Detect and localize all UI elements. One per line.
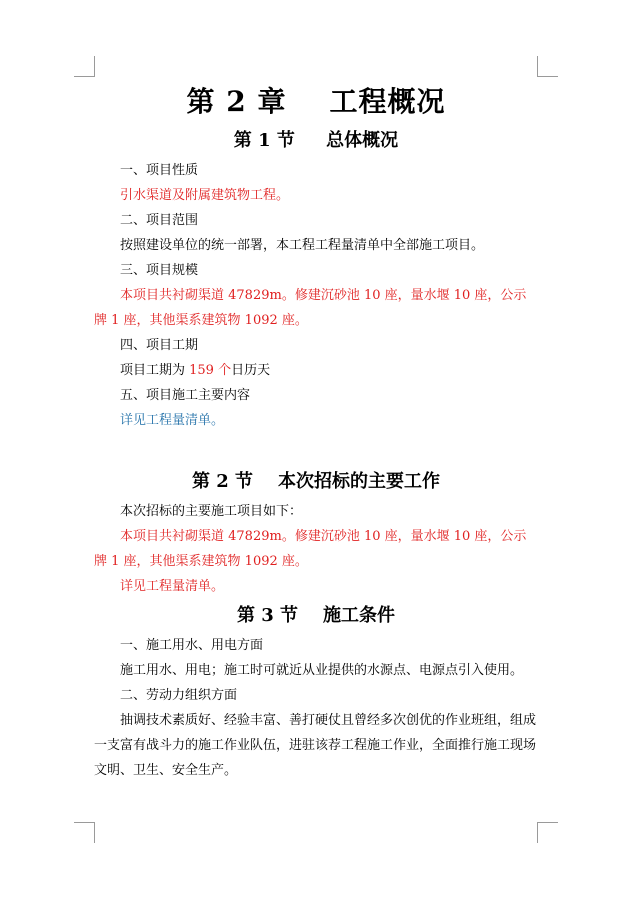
heading-labor: 二、劳动力组织方面 (120, 688, 238, 703)
tender-scale-text: 本项目共衬砌渠道 47829m。修建沉砂池 10 座，量水堰 10 座，公示牌 1 座，其他渠系建筑物 1092 座。 (94, 529, 527, 569)
chapter-title: 第 2 章 工程概况 (186, 85, 446, 118)
heading-water-power: 一、施工用水、用电方面 (120, 638, 264, 653)
main-content-text: 详见工程量清单。 (120, 413, 225, 428)
crop-mark-top-right (537, 56, 558, 77)
heading-project-scale: 三、项目规模 (120, 263, 199, 278)
document-body (94, 80, 538, 783)
heading-main-content: 五、项目施工主要内容 (120, 388, 251, 403)
blank-line (94, 433, 538, 465)
duration-prefix: 项目工期为 (120, 363, 190, 378)
crop-mark-bottom-left (74, 822, 95, 843)
tender-intro-text: 本次招标的主要施工项目如下： (120, 504, 303, 519)
heading-project-scope: 二、项目范围 (120, 213, 199, 228)
crop-mark-bottom-right (537, 822, 558, 843)
duration-suffix: 日历天 (231, 363, 271, 378)
heading-project-duration: 四、项目工期 (120, 338, 199, 353)
project-scale-text: 本项目共衬砌渠道 47829m。修建沉砂池 10 座，量水堰 10 座，公示牌 1 座，其他渠系建筑物 1092 座。 (94, 288, 527, 328)
project-nature-text: 引水渠道及附属建筑物工程。 (120, 188, 290, 203)
project-scope-text: 按照建设单位的统一部署，本工程工程量清单中全部施工项目。 (120, 238, 485, 253)
labor-text: 抽调技术素质好、经验丰富、善打硬仗且曾经多次创优的作业班组，组成一支富有战斗力的施工作业队伍，进驻该荐工程施工作业，全面推行施工现场文明、卫生、安全生产。 (94, 713, 537, 778)
tender-detail-text: 详见工程量清单。 (120, 579, 225, 594)
section-1-title: 第 1 节 总体概况 (233, 130, 399, 151)
section-2-title: 第 2 节 本次招标的主要工作 (191, 471, 441, 492)
crop-mark-top-left (74, 56, 95, 77)
section-3-title: 第 3 节 施工条件 (236, 605, 396, 626)
heading-project-nature: 一、项目性质 (120, 163, 199, 178)
project-duration-text (94, 358, 538, 383)
duration-days: 159 个 (189, 363, 232, 378)
water-power-text: 施工用水、用电；施工时可就近从业提供的水源点、电源点引入使用。 (120, 663, 524, 678)
